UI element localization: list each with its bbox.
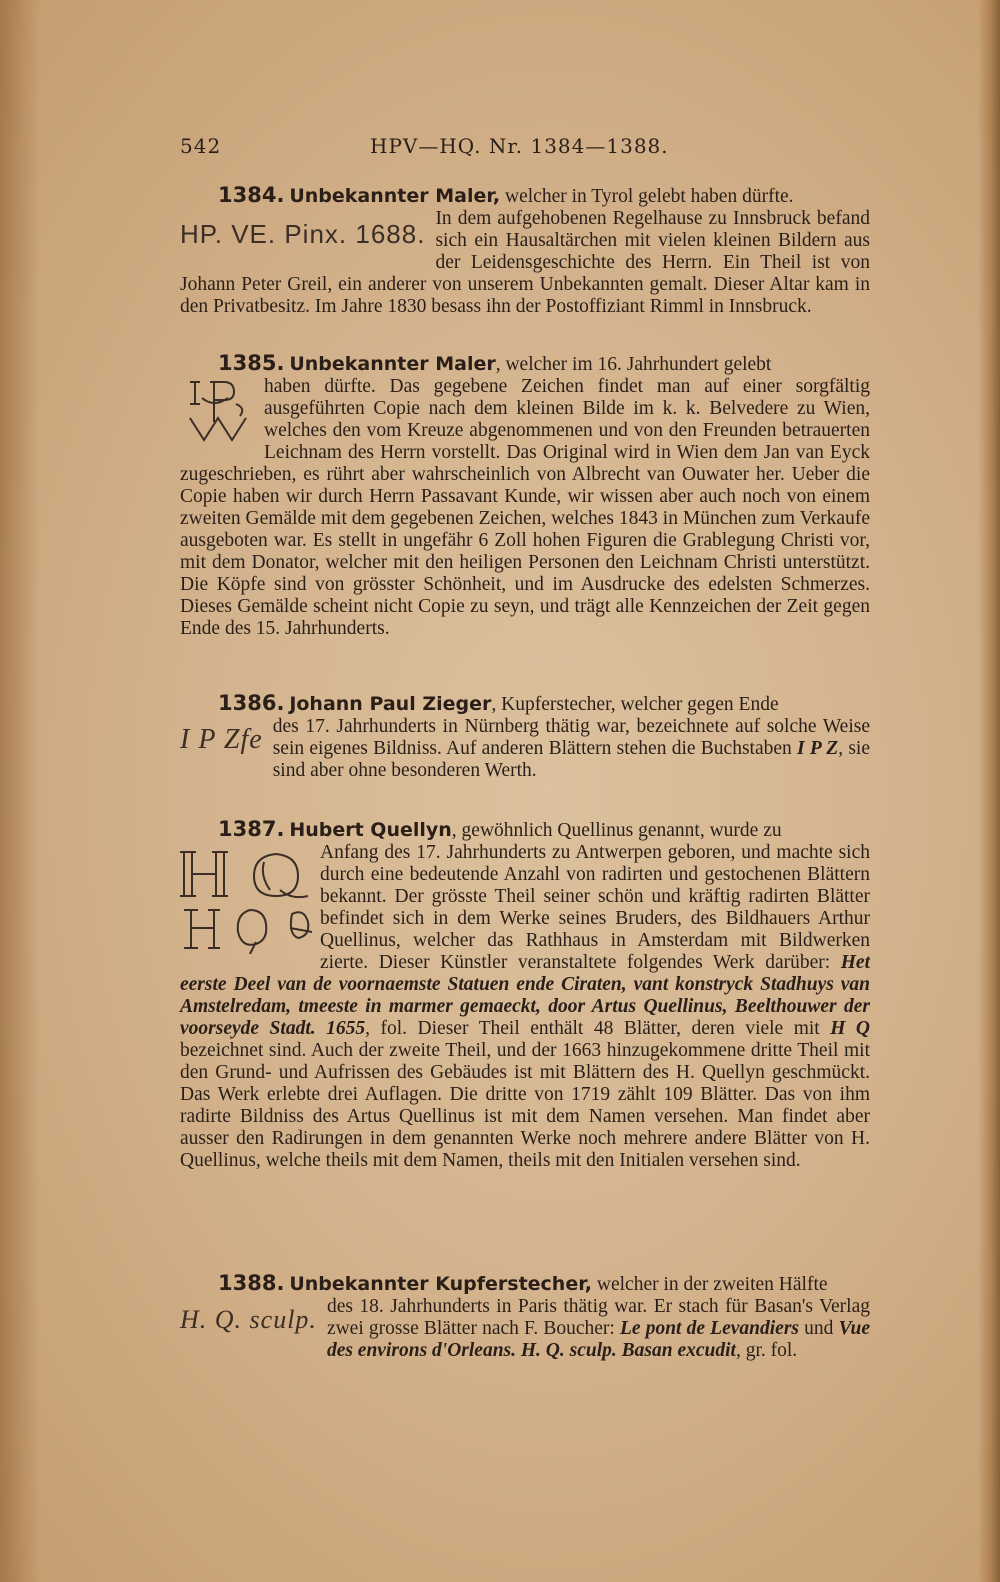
entry-name: Unbekannter Maler,: [289, 185, 501, 207]
entry-italic-title: Het eerste Deel van de voornaemste Statuen ende Ciraten, vant konstryck Stadhuys van Amstelredam, tmeeste in marmer gemaeckt, door Artus Quellinus, Beelthouwer der voorseyde Stadt. 1655: [180, 952, 870, 1039]
entry-italic: I P Z: [797, 738, 839, 759]
hq-monogram-icon: [180, 844, 314, 954]
monogram-mark: HP. VE. Pinx. 1688.: [180, 219, 426, 249]
entry-number: 1386.: [218, 691, 285, 715]
entry-intro: welcher in der zweiten Hälfte: [592, 1274, 828, 1295]
entry-intro: , welcher im 16. Jahrhundert gelebt: [495, 354, 772, 375]
entry-intro: , gewöhnlich Quellinus genannt, wurde zu: [451, 820, 782, 841]
entry-name: Unbekannter Maler: [289, 353, 496, 375]
entry-body: In dem aufgehobenen Regelhause zu Innsbruck befand sich ein Hausaltärchen mit vielen kleinen Bildern aus der Leidensgeschichte des Herrn. Ein Theil ist von Johann Peter Greil, ein anderer von unserem Unbekannten gemalt. Dieser Altar kam in den Privatbesitz. Im Jahre 1830 besass ihn der Postoffiziant Rimml in Innsbruck.: [180, 208, 870, 317]
entry-body-end: bezeichnet sind. Auch der zweite Theil, und der 1663 hinzugekommene dritte Theil mit den Grund- und Aufrissen des Gebäudes ist mit Blättern des H. Quellyn geschmückt. Das Werk erlebte drei Auflagen. Die dritte von 1719 zählt 109 Blätter. Das von ihm radirte Bildniss des Artus Quellinus ist mit dem Namen versehen. Man findet aber ausser den Radirungen in dem genannten Werke noch mehrere andere Blätter von H. Quellinus, welche theils mit dem Namen, theils mit den Initialen versehen sind.: [180, 1040, 870, 1171]
entry-1386: [180, 692, 870, 782]
entry-number: 1387.: [218, 817, 285, 841]
entry-intro: , Kupferstecher, welcher gegen Ende: [491, 694, 779, 715]
entry-name: Hubert Quellyn: [289, 819, 452, 841]
entry-italic-title: Le pont de Levandiers: [620, 1318, 800, 1339]
entry-name: Unbekannter Kupferstecher,: [289, 1273, 593, 1295]
entry-body-mid: , fol. Dieser Theil enthält 48 Blätter, deren viele mit: [365, 1018, 831, 1039]
entry-body: des 17. Jahrhunderts in Nürnberg thätig war, bezeichnete auf solche Weise sein eigenes Bildniss. Auf anderen Blättern stehen die Buchstaben: [272, 716, 870, 759]
entry-body: haben dürfte. Das gegebene Zeichen findet man auf einer sorgfältig ausgeführten Copie nach dem kleinen Bilde im k. k. Belvedere zu Wien, welches den vom Kreuze abgenommenen und von den Freunden betrauerten Leichnam des Herrn vorstellt. Das Original wird in Wien dem Jan van Eyck zugeschrieben, es rührt aber wahrscheinlich von Albrecht van Ouwater her. Ueber die Copie haben wir durch Herrn Passavant Kunde, wir wissen aber auch noch von einem zweiten Gemälde mit dem gegebenen Zeichen, welches 1843 in München zum Verkaufe ausgeboten war. Es stellt in ungefähr 6 Zoll hohen Figuren die Grablegung Christi vor, mit dem Donator, welcher mit den heiligen Personen den Leichnam Christi unterstützt. Die Köpfe sind von grösster Schönheit, und im Ausdrucke des edelsten Schmerzes. Dieses Gemälde scheint nicht Copie zu seyn, und trägt alle Kennzeichen der Zeit gegen Ende des 15. Jahrhunderts.: [180, 376, 870, 639]
page-header: [180, 134, 866, 168]
entry-1384: [180, 184, 870, 318]
entry-body-end: , gr. fol.: [735, 1340, 798, 1361]
monogram-mark: I P Zfe: [180, 724, 263, 755]
entry-body-end: , sie sind aber ohne besonderen Werth.: [272, 738, 870, 781]
entry-1385: [180, 352, 870, 640]
monogram-mark: H. Q. sculp.: [180, 1305, 317, 1334]
entry-number: 1385.: [218, 351, 285, 375]
entry-body: Anfang des 17. Jahrhunderts zu Antwerpen geboren, und machte sich durch eine bedeutende Anzahl von radirten und gestochenen Blättern bekannt. Der grösste Theil seiner schön und kräftig radirten Blätter befindet sich in dem Werke seines Bruders, des Bildhauers Arthur Quellinus, welcher das Rathhaus in Amsterdam mit Bildwerken zierte. Dieser Künstler veranstaltete folgendes Werk darüber:: [320, 842, 870, 973]
page-shadow-left: [0, 0, 40, 1582]
page-number: 542: [180, 134, 222, 158]
entry-number: 1388.: [218, 1271, 285, 1295]
entry-body-mid: und: [799, 1318, 839, 1339]
entry-body: des 18. Jahrhunderts in Paris thätig war. Er stach für Basan's Verlag zwei grosse Blätter nach F. Boucher:: [326, 1296, 870, 1339]
running-head: HPV—HQ. Nr. 1384—1388.: [370, 134, 669, 158]
hpv-monogram-icon: [184, 378, 254, 444]
entry-1387: [180, 818, 870, 1172]
entry-name: Johann Paul Zieger: [289, 693, 492, 715]
page-edge-right: [978, 0, 1000, 1582]
entry-italic-title-2: Vue des environs d'Orleans. H. Q. sculp. Basan excudit: [326, 1318, 871, 1361]
entry-number: 1384.: [218, 183, 285, 207]
entry-italic-initials: H Q: [830, 1018, 871, 1039]
entry-intro: welcher in Tyrol gelebt haben dürfte.: [500, 186, 794, 207]
entry-1388: [180, 1272, 870, 1362]
